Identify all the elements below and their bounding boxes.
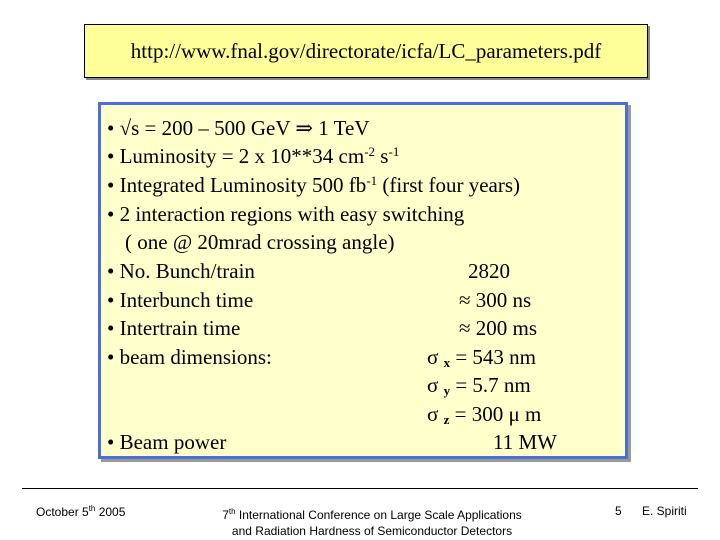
sigma-y-row — [427, 373, 531, 400]
footer-author: E. Spiriti — [642, 504, 687, 518]
source-url: http://www.fnal.gov/directorate/icfa/LC_parameters.pdf — [130, 38, 602, 63]
sigma-y-symbol: σ — [427, 373, 439, 397]
parameters-box — [98, 102, 628, 459]
sigma-y-value: = 5.7 nm — [450, 373, 531, 397]
footer-divider — [22, 488, 698, 489]
footer-date — [36, 504, 125, 519]
interbunch-label: • Interbunch time — [107, 288, 254, 312]
sigma-y-subscript: y — [443, 383, 451, 398]
integrated-exp: -1 — [366, 173, 378, 188]
sigma-x-symbol: σ — [427, 345, 439, 369]
luminosity-text: • Luminosity = 2 x 10**34 cm — [107, 144, 365, 168]
url-box — [84, 24, 648, 78]
footer-conference-line1 — [200, 504, 544, 523]
luminosity-exp-cm: -2 — [364, 144, 376, 159]
footer-conf-title: International Conference on Large Scale Applications — [235, 508, 522, 522]
bunch-train-label: • No. Bunch/train — [107, 259, 255, 283]
footer-conference-line2: and Radiation Hardness of Semiconductor Detectors — [231, 524, 513, 538]
footer-page-number: 5 — [615, 504, 622, 518]
intertrain-label: • Intertrain time — [107, 316, 241, 340]
footer-date-month: October 5 — [36, 505, 89, 519]
energy-line — [107, 116, 370, 140]
sigma-z-symbol: σ — [427, 402, 439, 426]
sigma-x-subscript: x — [443, 355, 451, 370]
sigma-z-row — [427, 402, 541, 429]
sigma-z-value: = 300 μ m — [449, 402, 542, 426]
luminosity-exp-s: -1 — [388, 144, 400, 159]
bunch-train-value: 2820 — [468, 259, 510, 283]
interbunch-value: ≈ 300 ns — [459, 288, 532, 312]
footer-conf-sup: th — [228, 507, 236, 516]
footer-conf-number: 7 — [222, 508, 229, 522]
beam-power-value: 11 MW — [493, 430, 557, 454]
sigma-x-row — [427, 345, 536, 372]
beam-power-label: • Beam power — [107, 430, 227, 454]
crossing-angle-line: ( one @ 20mrad crossing angle) — [125, 230, 395, 254]
implies-arrow-icon: ⇒ — [295, 116, 314, 140]
sigma-x-value: = 543 nm — [450, 345, 537, 369]
luminosity-line — [107, 144, 399, 168]
intertrain-value: ≈ 200 ms — [459, 316, 538, 340]
energy-text: • √s = 200 – 500 GeV — [107, 116, 296, 140]
interaction-regions-line: • 2 interaction regions with easy switching — [107, 202, 465, 226]
luminosity-unit-s: s — [375, 144, 389, 168]
integrated-text: • Integrated Luminosity 500 fb — [107, 173, 367, 197]
footer-conference — [200, 504, 544, 539]
energy-max: 1 TeV — [313, 116, 370, 140]
beam-dimensions-label: • beam dimensions: — [107, 345, 272, 369]
integrated-luminosity-line — [107, 173, 520, 197]
footer-date-year: 2005 — [95, 505, 126, 519]
sigma-z-subscript: z — [443, 412, 450, 427]
integrated-period: (first four years) — [377, 173, 521, 197]
footer-date-sup: th — [88, 504, 96, 513]
